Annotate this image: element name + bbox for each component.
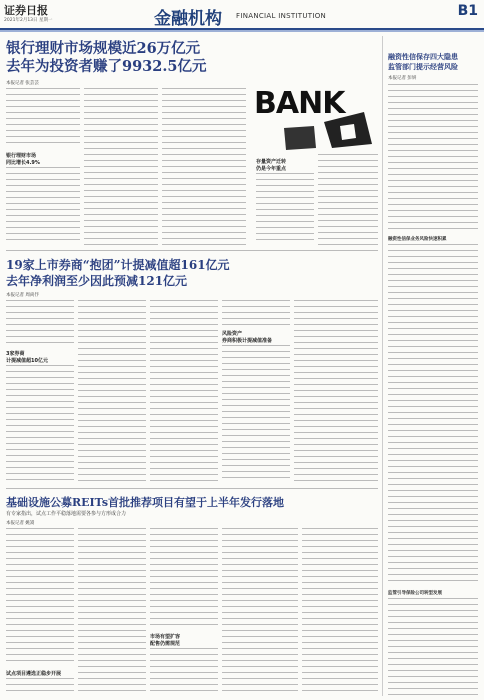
article1-title-line2: 去年为投资者赚了9932.5亿元 (6, 58, 207, 75)
bank-illustration-shapes (254, 82, 378, 152)
article3-title: 基础设施公募REITs首批推荐项目有望于上半年发行落地 (6, 496, 285, 509)
article2-byline: 本报记者 周尚伃 (6, 293, 39, 298)
article3-col3-text-b (150, 648, 218, 696)
article1-kicker1b: 同比增长4.9% (6, 160, 40, 166)
article2-col1-text-b (6, 365, 74, 483)
page-number: B1 (457, 3, 478, 19)
article3-col4-text (222, 528, 298, 696)
issue-date: 2021年2月13日 星期一 (4, 18, 53, 23)
article1-col2-text (84, 88, 158, 245)
newspaper-logo: 证券日报 (4, 4, 48, 17)
sidebar-section2: 监管引导保险公司转型发展 (388, 591, 442, 596)
article1-col3-text (162, 88, 246, 245)
article3-col3-text-a (150, 528, 218, 628)
divider-1 (6, 250, 378, 251)
article2-col1-text-a (6, 300, 74, 346)
bank-illustration-text: BANK (254, 86, 345, 121)
masthead-stripe (0, 30, 484, 32)
article3-byline: 本报记者 姚嵩 (6, 521, 35, 526)
section-title: 金融机构 (154, 9, 222, 29)
sidebar-title-line1: 融资性信保存四大隐患 (388, 53, 458, 61)
sidebar-text-a (388, 84, 478, 232)
article3-col1-text-b (6, 678, 74, 696)
article3-kicker1: 试点项目遴选正稳步开展 (6, 671, 62, 677)
article2-title: 19家上市券商“抱团”计提减值超161亿元 (6, 258, 230, 272)
article3-kicker2: 市场有望扩容 (150, 634, 181, 640)
article3-kicker2b: 配售仍需规范 (150, 641, 181, 647)
sidebar-divider (382, 36, 383, 696)
article1-kicker2b: 仍是今年重点 (256, 166, 287, 172)
article2-col4-text-a (222, 300, 290, 326)
article1-title-line1: 银行理财市场规模近26万亿元 (6, 40, 201, 57)
article2-col5-text (294, 300, 378, 483)
article1-col5-text (318, 154, 378, 245)
article3-col2-text (78, 528, 146, 696)
sidebar-byline: 本报记者 彭妍 (388, 76, 417, 81)
article1-kicker1: 银行理财市场 (6, 153, 37, 159)
article2-col3-text (150, 300, 218, 483)
sidebar-section1: 融资性信保业务风险快速积累 (388, 237, 447, 242)
article2-title-line2: 去年净利润至少因此预减121亿元 (6, 274, 188, 288)
article3-subtitle: 有专家指出，试点工作平稳落地需要各参与方形成合力 (6, 511, 127, 517)
article1-kicker2: 存量资产迁转 (256, 159, 287, 165)
article3-col1-text-a (6, 528, 74, 666)
bank-illustration (254, 82, 378, 152)
masthead (0, 0, 484, 30)
article2-kicker2: 风险资产 (222, 331, 243, 337)
article1-col4-text (256, 173, 314, 245)
article1-col1-text-b (6, 167, 80, 245)
article1-col1-text-a (6, 88, 80, 148)
article2-kicker1: 3家券商 (6, 351, 25, 357)
sidebar-title-line2: 监管部门提示经营风险 (388, 63, 458, 71)
article1-byline: 本报记者 张芸芸 (6, 81, 39, 86)
section-title-en: FINANCIAL INSTITUTION (236, 12, 327, 20)
sidebar-text-b (388, 244, 478, 586)
article3-col5-text (302, 528, 378, 696)
article2-col4-text-b (222, 345, 290, 483)
article2-kicker2b: 券商积极计提减值准备 (222, 338, 273, 344)
article2-col2-text (78, 300, 146, 483)
article2-kicker1b: 计提减值超10亿元 (6, 358, 48, 364)
divider-2 (6, 488, 378, 489)
sidebar-text-c (388, 598, 478, 696)
